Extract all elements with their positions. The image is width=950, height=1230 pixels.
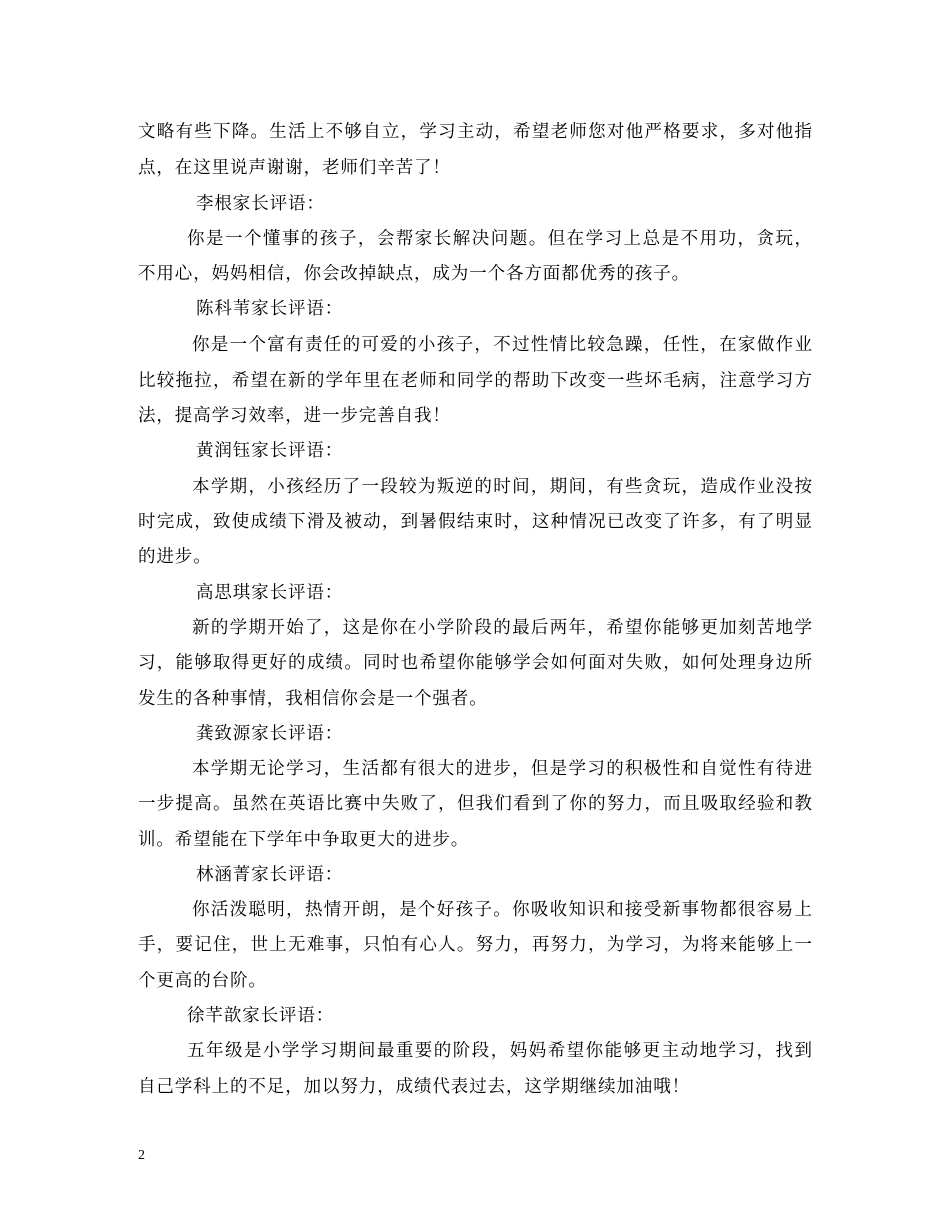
section-heading: 林涵菁家长评语： <box>196 865 344 885</box>
text-line: 新的学期开始了，这是你在小学阶段的最后两年，希望你能够更加刻苦地学 <box>192 618 812 638</box>
text-line: 习，能够取得更好的成绩。同时也希望你能够学会如何面对失败，如何处理身边所 <box>138 653 812 673</box>
text-line: 自己学科上的不足，加以努力，成绩代表过去，这学期继续加油哦！ <box>138 1077 690 1097</box>
text-line: 一步提高。虽然在英语比赛中失败了，但我们看到了你的努力，而且吸取经验和教 <box>138 794 812 814</box>
text-line: 你活泼聪明，热情开朗，是个好孩子。你吸收知识和接受新事物都很容易上 <box>192 900 812 920</box>
text-line: 本学期无论学习，生活都有很大的进步，但是学习的积极性和自觉性有待进 <box>192 759 812 779</box>
text-line: 训。希望能在下学年中争取更大的进步。 <box>138 830 470 850</box>
text-line: 你是一个富有责任的可爱的小孩子，不过性情比较急躁，任性，在家做作业 <box>192 335 812 355</box>
text-line: 个更高的台阶。 <box>138 971 267 991</box>
text-line: 法，提高学习效率，进一步完善自我！ <box>138 406 451 426</box>
text-line: 不用心，妈妈相信，你会改掉缺点，成为一个各方面都优秀的孩子。 <box>138 264 690 284</box>
text-line: 本学期，小孩经历了一段较为叛逆的时间，期间，有些贪玩，造成作业没按 <box>192 477 812 497</box>
section-heading: 李根家长评语： <box>196 194 325 214</box>
text-line: 点，在这里说声谢谢，老师们辛苦了！ <box>138 158 451 178</box>
page-number: 2 <box>138 1148 145 1163</box>
text-line: 的进步。 <box>138 547 212 567</box>
text-line: 手，要记住，世上无难事，只怕有心人。努力，再努力，为学习，为将来能够上一 <box>138 935 812 955</box>
text-line: 时完成，致使成绩下滑及被动，到暑假结束时，这种情况已改变了许多，有了明显 <box>138 512 812 532</box>
section-heading: 黄润钰家长评语： <box>196 441 344 461</box>
section-heading: 高思琪家长评语： <box>196 583 344 603</box>
text-line: 你是一个懂事的孩子，会帮家长解决问题。但在学习上总是不用功，贪玩， <box>187 229 812 249</box>
text-line: 五年级是小学学习期间最重要的阶段，妈妈希望你能够更主动地学习，找到 <box>187 1041 812 1061</box>
section-heading: 龚致源家长评语： <box>196 724 344 744</box>
section-heading: 陈科苇家长评语： <box>196 299 344 319</box>
text-line: 文略有些下降。生活上不够自立，学习主动，希望老师您对他严格要求，多对他指 <box>138 122 812 142</box>
section-heading: 徐芊歆家长评语： <box>187 1006 335 1026</box>
text-line: 发生的各种事情，我相信你会是一个强者。 <box>138 689 488 709</box>
text-line: 比较拖拉，希望在新的学年里在老师和同学的帮助下改变一些坏毛病，注意学习方 <box>138 371 812 391</box>
